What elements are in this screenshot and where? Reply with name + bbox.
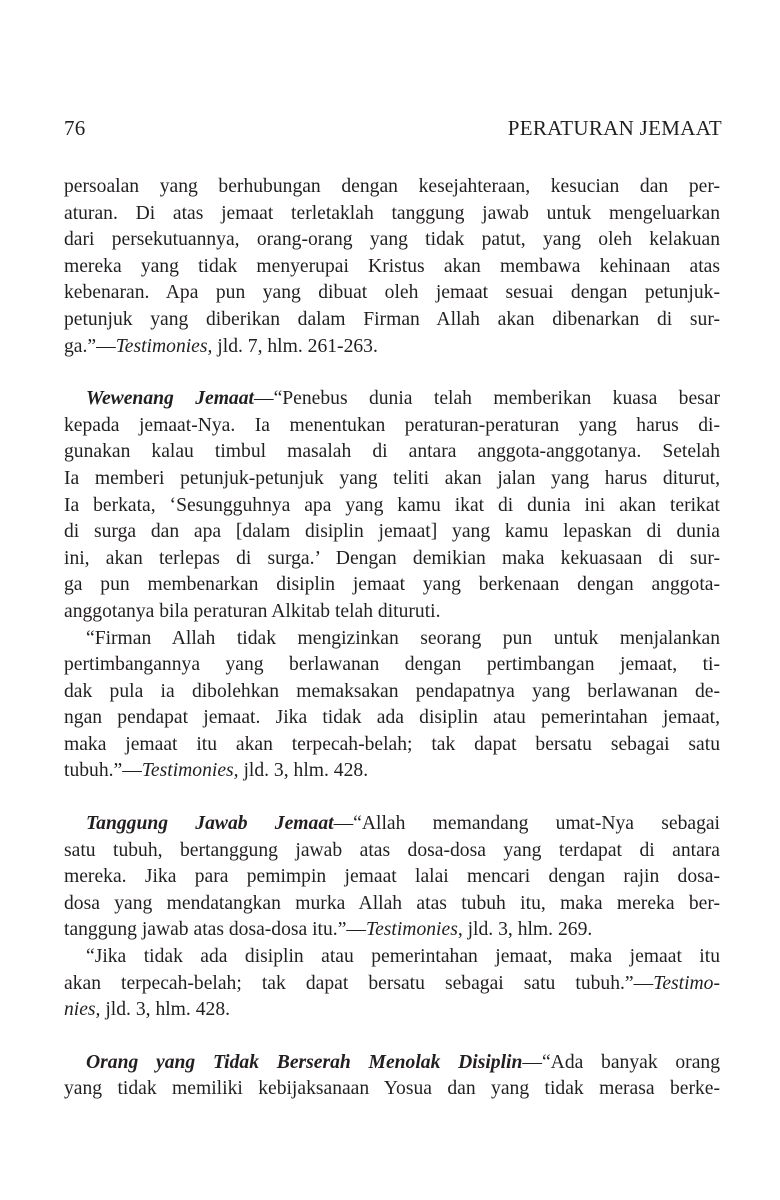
paragraph-2 xyxy=(64,386,720,625)
text-line: petunjuk yang diberikan dalam Firman Allah akan dibenarkan di sur- xyxy=(64,308,720,330)
section-heading: Orang yang Tidak Berserah Menolak Disiplin xyxy=(86,1051,523,1073)
citation-title: nies, xyxy=(64,999,101,1021)
citation-title: Testimo- xyxy=(653,972,720,994)
text-line: ngan pendapat jemaat. Jika tidak ada disiplin atau pemerintahan jemaat, xyxy=(64,707,720,729)
text-line: Ia berkata, ‘Sesungguhnya apa yang kamu ikat di dunia ini akan terikat xyxy=(64,494,720,516)
text-line xyxy=(64,334,720,361)
citation-title: Testimonies, xyxy=(115,335,213,357)
body-text xyxy=(64,174,720,1103)
text-line: maka jemaat itu akan terpecah-belah; tak dapat bersatu sebagai satu xyxy=(64,733,720,755)
text-run: —“Ada banyak orang xyxy=(522,1051,720,1073)
running-title: PERATURAN JEMAAT xyxy=(507,116,722,140)
text-line xyxy=(64,386,720,413)
text-line: Ia memberi petunjuk-petunjuk yang teliti akan jalan yang harus diturut, xyxy=(64,467,720,489)
page-number: 76 xyxy=(64,116,86,140)
text-line: kepada jemaat-Nya. Ia menentukan peraturan-peraturan yang harus di- xyxy=(64,414,720,436)
text-run: tubuh.”— xyxy=(64,760,142,782)
paragraph-5 xyxy=(64,944,720,1024)
text-line: di surga dan apa [dalam disiplin jemaat] yang kamu lepaskan di dunia xyxy=(64,521,720,543)
text-line: satu tubuh, bertanggung jawab atas dosa-dosa yang terdapat di antara xyxy=(64,839,720,861)
text-line xyxy=(64,917,720,944)
text-line: mereka. Jika para pemimpin jemaat lalai mencari dengan rajin dosa- xyxy=(64,866,720,888)
text-line xyxy=(64,997,720,1024)
section-heading: Tanggung Jawab Jemaat xyxy=(86,813,334,835)
text-line: ga pun membenarkan disiplin jemaat yang berkenaan dengan anggota- xyxy=(64,574,720,596)
text-line: mereka yang tidak menyerupai Kristus akan membawa kehinaan atas xyxy=(64,255,720,277)
text-run: ga.”— xyxy=(64,335,116,357)
citation-ref: jld. 3, hlm. 428. xyxy=(100,999,231,1021)
text-line: “Jika tidak ada disiplin atau pemerintahan jemaat, maka jemaat itu xyxy=(86,946,720,968)
text-line: dak pula ia dibolehkan memaksakan pendapatnya yang berlawanan de- xyxy=(64,680,720,702)
text-line xyxy=(64,758,720,785)
text-run: —“Allah memandang umat-Nya sebagai xyxy=(333,813,721,835)
text-line xyxy=(64,1050,720,1077)
text-line xyxy=(64,971,720,998)
text-line: dosa yang mendatangkan murka Allah atas tubuh itu, maka mereka ber- xyxy=(64,892,720,914)
text-line: “Firman Allah tidak mengizinkan seorang pun untuk menjalankan xyxy=(86,627,720,649)
citation-ref: jld. 7, hlm. 261-263. xyxy=(212,335,378,357)
text-line: pertimbangannya yang berlawanan dengan pertimbangan jemaat, ti- xyxy=(64,654,720,676)
citation-title: Testimonies, xyxy=(366,919,463,941)
text-line: aturan. Di atas jemaat terletaklah tanggung jawab untuk mengeluarkan xyxy=(64,202,720,224)
text-run: akan terpecah-belah; tak dapat bersatu sebagai satu tubuh.”— xyxy=(64,972,654,994)
section-heading: Wewenang Jemaat xyxy=(86,388,254,410)
text-line xyxy=(64,811,720,838)
text-line: kebenaran. Apa pun yang dibuat oleh jemaat sesuai dengan petunjuk- xyxy=(64,282,720,304)
citation-title: Testimonies, xyxy=(141,760,239,782)
paragraph-3 xyxy=(64,626,720,786)
text-run: tanggung jawab atas dosa-dosa itu.”— xyxy=(64,919,366,941)
paragraph-1 xyxy=(64,174,720,360)
text-line: ini, akan terlepas di surga.’ Dengan demikian maka kekuasaan di sur- xyxy=(64,547,720,569)
citation-ref: jld. 3, hlm. 269. xyxy=(462,919,593,941)
text-line: persoalan yang berhubungan dengan kesejahteraan, kesucian dan per- xyxy=(64,176,720,197)
text-run: —“Penebus dunia telah memberikan kuasa besar xyxy=(253,388,720,410)
citation-ref: jld. 3, hlm. 428. xyxy=(238,760,369,782)
running-header xyxy=(64,116,722,141)
text-line: gunakan kalau timbul masalah di antara anggota-anggotanya. Setelah xyxy=(64,441,720,463)
paragraph-6 xyxy=(64,1050,720,1103)
text-line: anggotanya bila peraturan Alkitab telah dituruti. xyxy=(64,600,441,622)
paragraph-4 xyxy=(64,811,720,944)
text-line: yang tidak memiliki kebijaksanaan Yosua dan yang tidak merasa berke- xyxy=(64,1078,720,1100)
text-line: dari persekutuannya, orang-orang yang tidak patut, yang oleh kelakuan xyxy=(64,229,720,251)
